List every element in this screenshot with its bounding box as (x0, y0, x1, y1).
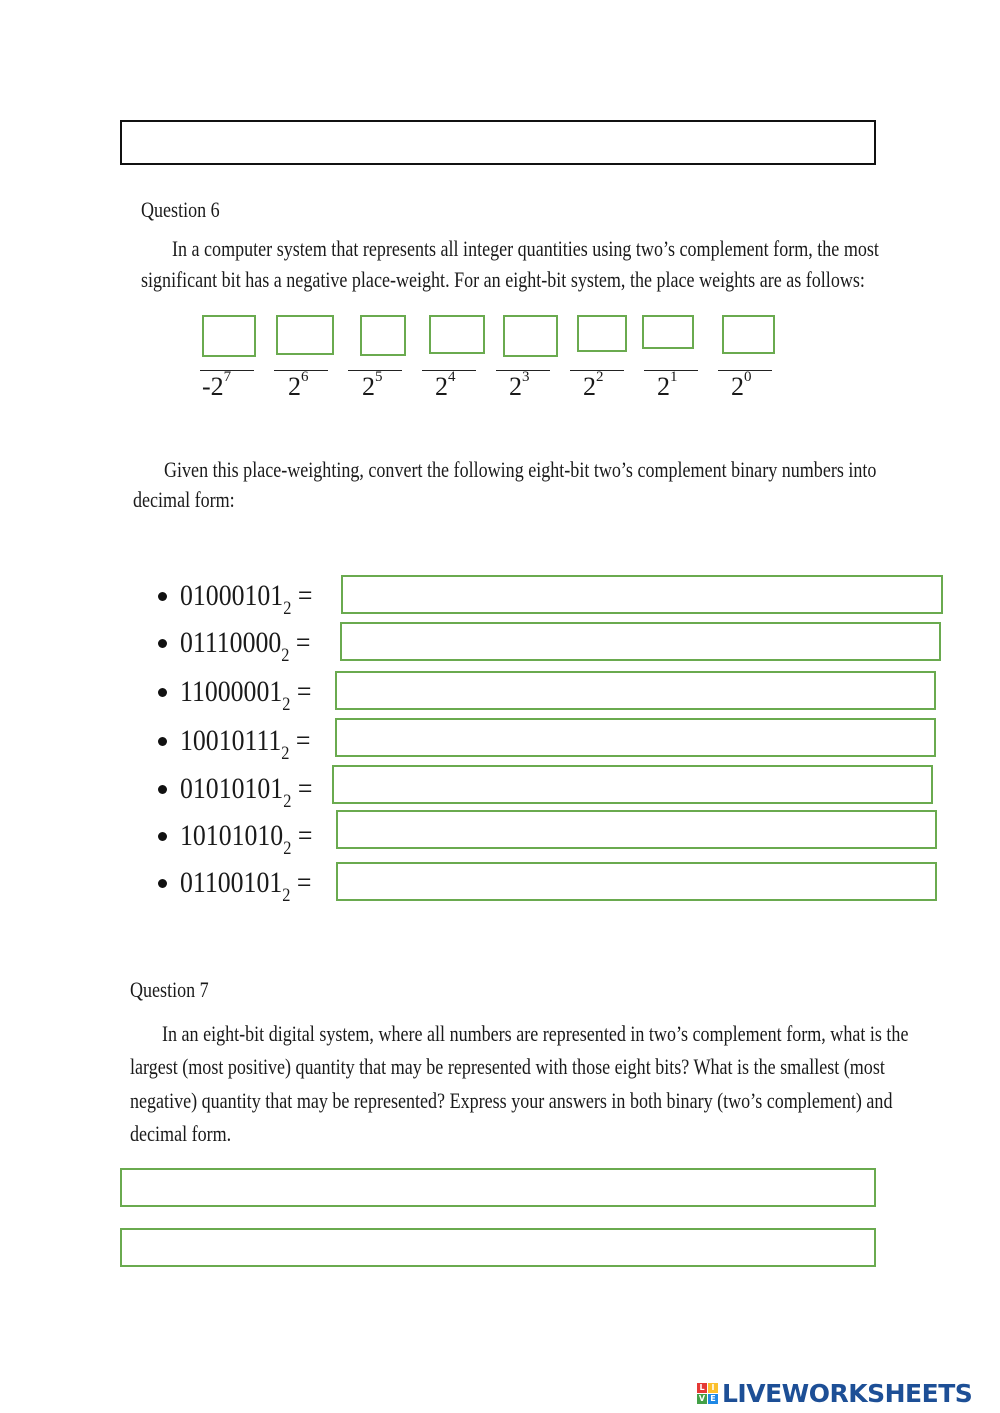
answer-input-3[interactable] (335, 671, 936, 710)
logo-tile: L (697, 1383, 707, 1393)
question-6-intro-line-1: In a computer system that represents all integer quantities using two’s complement form, the most (172, 236, 879, 261)
binary-number-7: $01100101_2$ = (180, 866, 312, 906)
answer-input-4[interactable] (335, 718, 936, 757)
binary-number-5: $01010101_2$ = (180, 772, 313, 812)
brand-name: LIVEWORKSHEETS (722, 1378, 973, 1408)
place-weight-label-4: $2^4$ (435, 369, 456, 401)
liveworksheets-logo (697, 1378, 972, 1408)
place-weight-input-8[interactable] (722, 315, 775, 354)
place-weight-label-5: $2^3$ (509, 369, 530, 401)
logo-tile: I (708, 1383, 718, 1393)
question-7-title: Question 7 (130, 977, 209, 1002)
answer-largest-input[interactable] (120, 1168, 876, 1207)
place-weight-input-3[interactable] (360, 315, 406, 356)
place-weight-input-7[interactable] (642, 315, 694, 349)
bullet-icon (158, 639, 167, 648)
logo-tiles-icon (697, 1383, 718, 1404)
answer-input-2[interactable] (340, 622, 941, 661)
bullet-icon (158, 785, 167, 794)
place-weight-label-8: $2^0$ (731, 369, 752, 401)
header-answer-box[interactable] (120, 120, 876, 165)
place-weight-input-4[interactable] (429, 315, 485, 354)
question-7-line-3: negative) quantity that may be represented? Express your answers in both binary (two’s complement) and (130, 1088, 893, 1113)
place-weight-label-1: $-2^7$ (202, 369, 232, 401)
logo-tile: E (708, 1394, 718, 1404)
answer-input-1[interactable] (341, 575, 943, 614)
question-7-line-2: largest (most positive) quantity that may be represented with those eight bits? What is the smallest (most (130, 1054, 885, 1079)
question-7-line-1: In an eight-bit digital system, where all numbers are represented in two’s complement form, what is the (162, 1021, 909, 1046)
answer-input-7[interactable] (336, 862, 937, 901)
logo-tile: V (698, 1393, 706, 1403)
place-weight-input-2[interactable] (276, 315, 334, 355)
place-weight-input-1[interactable] (202, 315, 256, 357)
binary-number-6: $10101010_2$ = (180, 819, 313, 859)
bullet-icon (158, 592, 167, 601)
bullet-icon (158, 688, 167, 697)
bullet-icon (158, 832, 167, 841)
answer-input-5[interactable] (332, 765, 933, 804)
answer-smallest-input[interactable] (120, 1228, 876, 1267)
place-weight-input-6[interactable] (577, 315, 627, 352)
binary-number-1: $01000101_2$ = (180, 579, 313, 619)
question-6-intro-line-2: significant bit has a negative place-weight. For an eight-bit system, the place weights are as follows: (141, 267, 865, 292)
place-weight-label-3: $2^5$ (362, 369, 383, 401)
question-6-convert-line-1: Given this place-weighting, convert the following eight-bit two’s complement binary numbers into (164, 457, 877, 482)
answer-input-6[interactable] (336, 810, 937, 849)
question-6-convert-line-2: decimal form: (133, 487, 235, 512)
place-weight-label-6: $2^2$ (583, 369, 604, 401)
binary-number-4: $10010111_2$ = (180, 724, 311, 764)
bullet-icon (158, 879, 167, 888)
binary-number-3: $11000001_2$ = (180, 675, 312, 715)
binary-number-2: $01110000_2$ = (180, 626, 311, 666)
place-weight-label-2: $2^6$ (288, 369, 309, 401)
question-6-title: Question 6 (141, 197, 220, 222)
question-7-line-4: decimal form. (130, 1121, 232, 1146)
bullet-icon (158, 737, 167, 746)
place-weight-input-5[interactable] (503, 315, 558, 357)
place-weight-label-7: $2^1$ (657, 369, 678, 401)
